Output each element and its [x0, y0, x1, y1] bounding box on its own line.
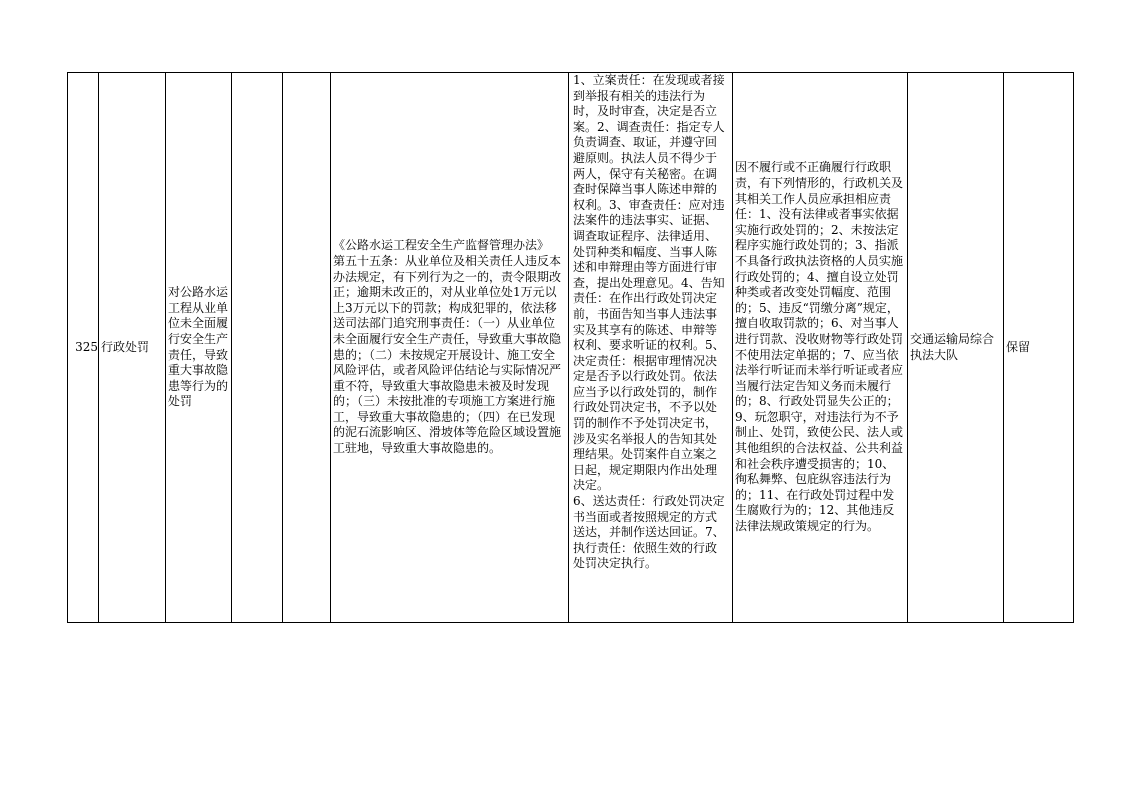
accountability-cell	[733, 73, 908, 623]
responsibilities-clip	[571, 73, 730, 622]
category-cell: 行政处罚	[99, 73, 166, 623]
empty-cell	[283, 73, 331, 623]
responsibilities-cell	[569, 73, 733, 623]
department-text: 交通运输局综合执法大队	[910, 331, 995, 362]
status-cell: 保留	[1004, 73, 1074, 623]
accountability-text: 因不履行或不正确履行行政职责，有下列情形的，行政机关及其相关工作人员应承担相应责任：1、没有法律或者事实依据实施行政处罚的；2、未按法定程序实施行政处罚的；3、指派不具备行政执法资格的人员实施行政处罚的；4、擅自设立处罚种类或者改变处罚幅度、范围的；5、违反“罚缴分离”规定，擅自收取罚款的；6、对当事人进行罚款、没收财物等行政处罚不使用法定单据的；7、应当依法举行听证而未举行听证或者应当履行法定告知义务而未履行的；8、行政处罚显失公正的；9、玩忽职守，对违法行为不予制止、处罚，致使公民、法人或其他组织的合法权益、公共利益和社会秩序遭受损害的；10、徇私舞弊、包庇纵容违法行为的；11、在行政处罚过程中发生腐败行为的；12、其他违反法律法规政策规定的行为。	[735, 160, 904, 534]
sub-item-cell	[232, 73, 283, 623]
item-name-cell	[166, 73, 232, 623]
item-name-text: 对公路水运工程从业单位未全面履行安全生产责任，导致重大事故隐患等行为的处罚	[168, 285, 229, 409]
legal-basis-cell	[331, 73, 569, 623]
table-row	[68, 73, 1074, 623]
responsibilities-text: 1、立案责任：在发现或者接到举报有相关的违法行为时，及时审查，决定是否立案。2、调查责任：指定专人负责调查、取证，并遵守回避原则。执法人员不得少于两人，保守有关秘密。在调查时保障当事人陈述申辩的权利。3、审查责任：应对违法案件的违法事实、证据、调查取证程序、法律适用、处罚种类和幅度、当事人陈述和申辩理由等方面进行审查，提出处理意见。4、告知责任：在作出行政处罚决定前，书面告知当事人违法事实及其享有的陈述、申辩等权利、要求听证的权利。5、决定责任：根据审理情况决定是否予以行政处罚。依法应当予以行政处罚的，制作行政处罚决定书，不予以处罚的制作不予处罚决定书，涉及实名举报人的告知其处理结果。处罚案件自立案之日起，规定期限内作出处理决定。 6、送达责任：行政处罚决定书当面或者按照规定的方式送达，并制作送达回证。7、执行责任：依照生效的行政处罚决定执行。	[573, 73, 725, 571]
row-number: 325	[68, 73, 99, 623]
power-list-table	[67, 72, 1074, 623]
department-cell	[908, 73, 1004, 623]
legal-basis-text: 《公路水运工程安全生产监督管理办法》 第五十五条：从业单位及相关责任人违反本办法规定，有下列行为之一的，责令限期改正；逾期未改正的，对从业单位处1万元以上3万元以下的罚款；构成犯罪的，依法移送司法部门追究刑事责任：（一）从业单位未全面履行安全生产责任，导致重大事故隐患的；（二）未按规定开展设计、施工安全风险评估，或者风险评估结论与实际情况严重不符，导致重大事故隐患未被及时发现的；（三）未按批准的专项施工方案进行施工，导致重大事故隐患的；（四）在已发现的泥石流影响区、滑坡体等危险区域设置施工驻地，导致重大事故隐患的。	[333, 238, 562, 456]
